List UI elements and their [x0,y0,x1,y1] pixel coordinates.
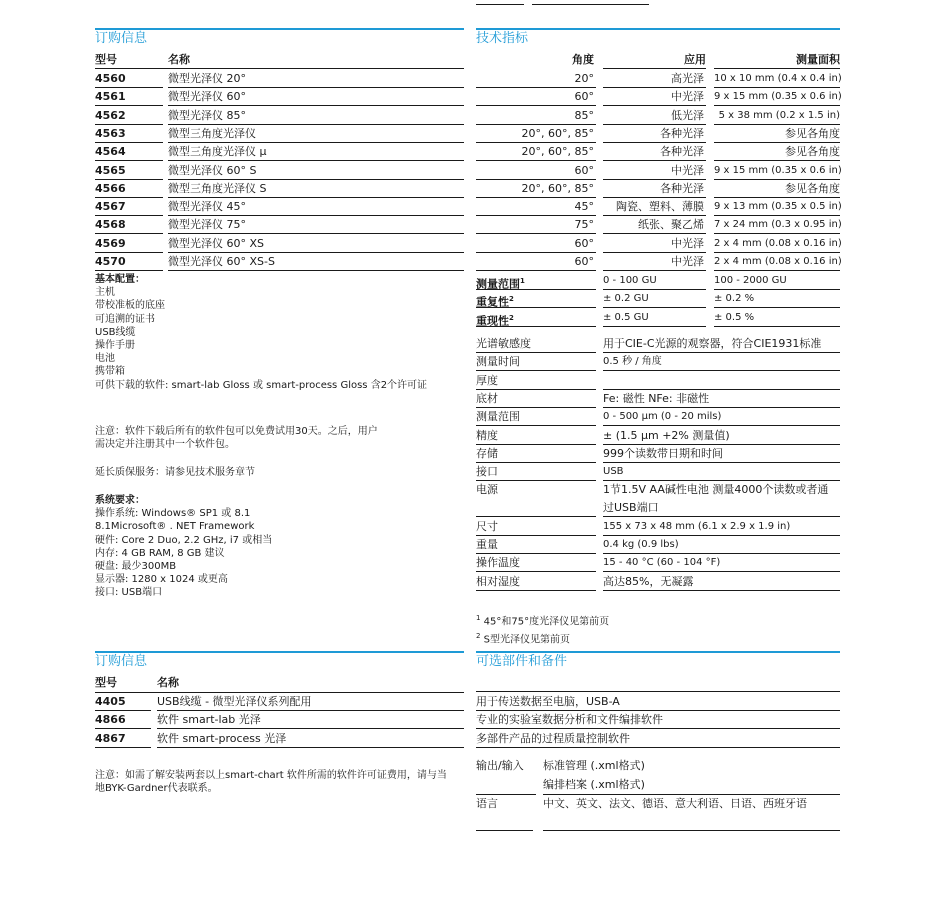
row-area: 2 x 4 mm (0.08 x 0.16 in) [714,253,840,271]
sysreq-title: 系统要求： [95,495,145,506]
table-row [476,125,840,143]
table-row [476,198,840,216]
basic-config-item: 带校准板的底座 [95,300,165,312]
header-area: 测量面积 [796,53,840,66]
row-model: 4567 [95,198,163,216]
spec-value [603,372,840,390]
row-model: 4569 [95,235,163,253]
row-name: 微型光泽仪 75° [168,216,464,234]
table-row [476,162,840,180]
row-name: 微型光泽仪 20° [168,70,464,88]
table-row [476,180,840,198]
row-area: 9 x 15 mm (0.35 x 0.6 in) [714,88,840,106]
table-row [95,235,464,253]
row-angle: 85° [476,107,596,125]
ordering-section [95,28,464,628]
list-item [476,711,840,729]
table-row [95,216,464,234]
license-note-line: 注意：如需了解安装两套以上smart-chart 软件所需的软件许可证费用，请与当 [95,770,447,781]
measure-label: 测量范围$^1$ [476,272,596,290]
sysreq-item: 8.1Microsoft® . NET Framework [95,521,255,533]
ordering-title: 订购信息 [95,28,464,47]
basic-config-item: 主机 [95,287,115,299]
spec-label: 相对湿度 [476,573,596,591]
ordering2-section [95,651,464,811]
table-row [476,70,840,88]
spec-value: 1节1.5V AA碱性电池 测量4000个读数或者通 [603,483,829,497]
row-application: 中光泽 [603,253,706,271]
ordering2-header [95,674,464,692]
row-angle: 60° [476,88,596,106]
header-angle: 角度 [572,53,594,66]
sysreq-item: 硬盘: 最少300MB [95,561,177,572]
spec-label: 测量范围 [476,408,596,426]
measure-row [476,309,840,327]
accessories-section [476,651,840,836]
spec-row [476,573,840,591]
row-angle: 20°, 60°, 85° [476,143,596,161]
spec-value: 0.5 秒 / 角度 [603,353,840,371]
footnote: $^2$ S型光泽仪见第前页 [476,632,571,646]
spec-value: 155 x 73 x 48 mm (6.1 x 2.9 x 1.9 in) [603,518,840,536]
table-row [95,143,464,161]
table-row [476,253,840,271]
row-name: 微型光泽仪 45° [168,198,464,216]
sysreq-item: 接口: USB端口 [95,587,163,599]
basic-config-item: 携带箱 [95,366,125,378]
table-row [476,88,840,106]
tech-section [476,28,840,648]
spec-row [476,335,840,353]
row-application: 陶瓷、塑料、薄膜 [603,198,706,216]
ordering2-title: 订购信息 [95,651,464,670]
measure-value-1: 0 - 100 GU [603,272,706,290]
row-model: 4867 [95,730,151,748]
measure-value-1: ± 0.2 GU [603,290,706,308]
spec-value: USB [603,463,840,481]
basic-config-item: 可供下载的软件: smart-lab Gloss 或 smart-process Gloss 含2个许可证 [95,379,428,391]
spec-value: 15 - 40 °C (60 - 104 °F) [603,554,840,572]
spec-label: 存储 [476,445,596,463]
spec-label: 测量时间 [476,353,596,371]
header-application: 应用 [684,53,706,66]
table-row [95,180,464,198]
accessories-rule [476,691,840,692]
list-item [476,730,840,748]
row-area: 参见各角度 [714,125,840,143]
header-name: 名称 [157,676,179,689]
row-area: 7 x 24 mm (0.3 x 0.95 in) [714,216,840,234]
row-name: 软件 smart-lab 光泽 [157,711,464,729]
top-rule-left [476,4,524,5]
spec-label: 重量 [476,536,596,554]
measure-value-2: 100 - 2000 GU [714,272,840,290]
io-row [476,757,840,795]
spec-row [476,518,840,536]
accessories-title: 可选部件和备件 [476,651,840,670]
row-application: 各种光泽 [603,143,706,161]
header-rule-app [603,68,706,69]
row-model: 4562 [95,107,163,125]
row-area: 9 x 15 mm (0.35 x 0.6 in) [714,162,840,180]
row-name: USB线缆 - 微型光泽仪系列配用 [157,693,464,711]
spec-label: 电源 [476,481,596,517]
spec-value: 0.4 kg (0.9 lbs) [603,536,840,554]
row-area: 5 x 38 mm (0.2 x 1.5 in) [714,107,840,125]
row-name: 微型光泽仪 60° XS [168,235,464,253]
accessory-description: 多部件产品的过程质量控制软件 [476,730,840,748]
table-row [476,216,840,234]
header-model: 型号 [95,53,117,66]
row-name: 微型光泽仪 60° [168,88,464,106]
spec-label: 操作温度 [476,554,596,572]
measure-row [476,290,840,308]
row-angle: 20°, 60°, 85° [476,180,596,198]
table-row [95,70,464,88]
spec-row [476,427,840,445]
spec-label: 尺寸 [476,518,596,536]
ordering-header [95,51,464,69]
row-name: 微型三角度光泽仪 [168,125,464,143]
row-area: 2 x 4 mm (0.08 x 0.16 in) [714,235,840,253]
sysreq-item: 内存: 4 GB RAM, 8 GB 建议 [95,547,225,559]
footnote: $^1$ 45°和75°度光泽仪见第前页 [476,614,610,628]
spec-value: 用于CIE-C光源的观察器，符合CIE1931标准 [603,335,840,353]
basic-config-item: 操作手册 [95,340,135,351]
row-angle: 20°, 60°, 85° [476,125,596,143]
table-row [476,235,840,253]
row-angle: 20° [476,70,596,88]
table-row [95,711,464,729]
row-application: 各种光泽 [603,180,706,198]
row-angle: 75° [476,216,596,234]
spec-row [476,390,840,408]
spec-label: 底材 [476,390,596,408]
language-value: 中文、英文、法文、德语、意大利语、日语、西班牙语 [543,795,840,831]
spec-row-power [476,481,840,517]
io-value: 编排档案 (.xml格式) [543,776,840,795]
spec-value: ± (1.5 μm +2% 测量值) [603,427,840,445]
row-model: 4564 [95,143,163,161]
table-row [95,198,464,216]
io-value: 标准管理 (.xml格式) [543,759,645,772]
row-name: 软件 smart-process 光泽 [157,730,464,748]
spec-row [476,463,840,481]
accessory-description: 专业的实验室数据分析和文件编排软件 [476,711,840,729]
spec-row [476,445,840,463]
row-model: 4568 [95,216,163,234]
spec-value: 0 - 500 μm (0 - 20 mils) [603,408,840,426]
spec-label: 接口 [476,463,596,481]
spec-row [476,536,840,554]
row-application: 中光泽 [603,235,706,253]
io-label: 输出/输入 [476,757,536,795]
row-area: 9 x 13 mm (0.35 x 0.5 in) [714,198,840,216]
table-row [476,107,840,125]
table-row [95,693,464,711]
measure-label: 重现性$^2$ [476,309,596,327]
table-row [95,253,464,271]
language-label: 语言 [476,795,533,831]
table-row [95,162,464,180]
row-application: 纸张、聚乙烯 [603,216,706,234]
row-angle: 60° [476,162,596,180]
row-angle: 60° [476,253,596,271]
row-model: 4563 [95,125,163,143]
spec-label: 精度 [476,427,596,445]
row-name: 微型三角度光泽仪 S [168,180,464,198]
row-model: 4570 [95,253,163,271]
spec-row [476,353,840,371]
header-rule [95,68,464,69]
row-model: 4405 [95,693,151,711]
row-application: 中光泽 [603,162,706,180]
spec-row [476,372,840,390]
row-angle: 45° [476,198,596,216]
header-rule-area [714,68,840,69]
row-model: 4565 [95,162,163,180]
spec-label: 光谱敏感度 [476,335,596,353]
basic-config-item: 可追溯的证书 [95,313,155,325]
sysreq-item: 硬件: Core 2 Duo, 2.2 GHz, i7 或相当 [95,534,273,546]
header-name: 名称 [168,53,190,66]
row-model: 4561 [95,88,163,106]
spec-label: 厚度 [476,372,596,390]
row-application: 低光泽 [603,107,706,125]
row-application: 高光泽 [603,70,706,88]
software-note-line: 需决定并注册其中一个软件包。 [95,439,235,451]
tech-title: 技术指标 [476,28,840,47]
basic-config-item: USB线缆 [95,326,136,338]
row-application: 中光泽 [603,88,706,106]
row-model: 4566 [95,180,163,198]
row-name: 微型光泽仪 85° [168,107,464,125]
row-name: 微型光泽仪 60° XS-S [168,253,464,271]
spec-value: 999个读数带日期和时间 [603,445,840,463]
list-item [476,693,840,711]
row-model: 4866 [95,711,151,729]
measure-value-2: ± 0.2 % [714,290,840,308]
measure-value-2: ± 0.5 % [714,309,840,327]
language-row [476,795,840,831]
sysreq-item: 操作系统: Windows® SP1 或 8.1 [95,508,251,520]
row-name: 微型光泽仪 60° S [168,162,464,180]
spec-row [476,554,840,572]
tech-header [476,51,840,69]
spec-value: Fe: 磁性 NFe: 非磁性 [603,390,840,408]
measure-row [476,272,840,290]
row-area: 参见各角度 [714,143,840,161]
basic-config-title: 基本配置： [95,274,145,285]
table-row [476,143,840,161]
row-model: 4560 [95,70,163,88]
sysreq-item: 显示器: 1280 x 1024 或更高 [95,574,228,586]
table-row [95,88,464,106]
table-row [95,730,464,748]
top-rule-right [532,4,649,5]
row-area: 10 x 10 mm (0.4 x 0.4 in) [714,70,840,88]
table-row [95,107,464,125]
measure-value-1: ± 0.5 GU [603,309,706,327]
row-application: 各种光泽 [603,125,706,143]
table-row [95,125,464,143]
spec-value: 过USB端口 [603,499,840,517]
row-angle: 60° [476,235,596,253]
warranty-note: 延长质保服务：请参见技术服务章节 [95,467,255,478]
license-note-line: 地BYK-Gardner代表联系。 [95,783,218,795]
accessory-description: 用于传送数据至电脑，USB-A [476,693,840,711]
header-model: 型号 [95,676,117,689]
row-area: 参见各角度 [714,180,840,198]
spec-value: 高达85%，无凝露 [603,573,840,591]
basic-config-item: 电池 [95,353,115,365]
spec-row [476,408,840,426]
software-note-line: 注意：软件下载后所有的软件包可以免费试用30天。之后，用户 [95,426,378,437]
measure-label: 重复性$^2$ [476,290,596,308]
row-name: 微型三角度光泽仪 μ [168,143,464,161]
